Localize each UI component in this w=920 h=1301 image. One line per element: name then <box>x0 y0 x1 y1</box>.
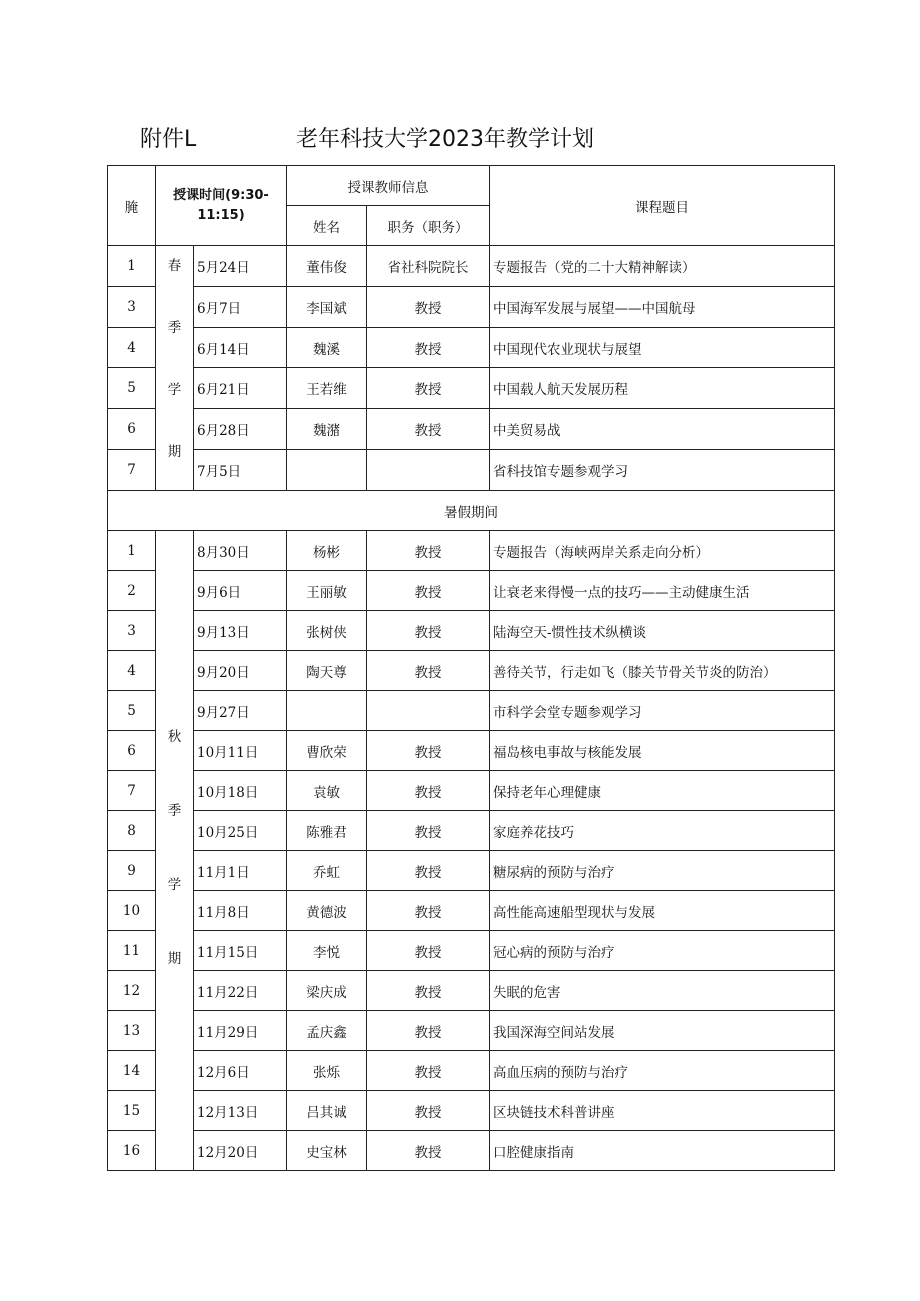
teacher-name <box>287 691 367 731</box>
header-row <box>108 166 835 206</box>
course-title: 中美贸易战 <box>490 409 835 450</box>
row-number: 5 <box>108 368 156 409</box>
teacher-name: 孟庆鑫 <box>287 1011 367 1051</box>
course-title: 善待关节，行走如飞（膝关节骨关节炎的防治） <box>490 651 835 691</box>
table-row <box>108 327 835 368</box>
lecture-date: 9月20日 <box>194 651 287 691</box>
table-row <box>108 931 835 971</box>
table-row <box>108 651 835 691</box>
teacher-position: 教授 <box>367 931 490 971</box>
row-number: 9 <box>108 851 156 891</box>
row-number: 7 <box>108 771 156 811</box>
lecture-date: 10月18日 <box>194 771 287 811</box>
table-row <box>108 450 835 491</box>
row-number: 1 <box>108 246 156 287</box>
lecture-date: 9月27日 <box>194 691 287 731</box>
row-number: 6 <box>108 731 156 771</box>
teacher-position: 教授 <box>367 891 490 931</box>
attachment-label: 附件L <box>140 127 197 152</box>
teacher-name: 王丽敏 <box>287 571 367 611</box>
teacher-name: 袁敏 <box>287 771 367 811</box>
course-title: 中国现代农业现状与展望 <box>490 327 835 368</box>
table-row <box>108 851 835 891</box>
table-row <box>108 1131 835 1171</box>
teacher-position: 教授 <box>367 531 490 571</box>
row-number: 16 <box>108 1131 156 1171</box>
row-number: 7 <box>108 450 156 491</box>
table-row <box>108 971 835 1011</box>
teacher-position: 教授 <box>367 571 490 611</box>
course-title: 中国海军发展与展望——中国航母 <box>490 286 835 327</box>
table-row <box>108 286 835 327</box>
course-title: 保持老年心理健康 <box>490 771 835 811</box>
lecture-date: 12月13日 <box>194 1091 287 1131</box>
lecture-date: 9月13日 <box>194 611 287 651</box>
row-number: 3 <box>108 286 156 327</box>
table-row <box>108 1091 835 1131</box>
row-number: 12 <box>108 971 156 1011</box>
table-row <box>108 1011 835 1051</box>
teacher-position: 教授 <box>367 368 490 409</box>
lecture-date: 11月22日 <box>194 971 287 1011</box>
teacher-name: 乔虹 <box>287 851 367 891</box>
semester-char: 期 <box>167 444 182 460</box>
table-row <box>108 1051 835 1091</box>
lecture-date: 9月6日 <box>194 571 287 611</box>
row-number: 14 <box>108 1051 156 1091</box>
teacher-name: 陈雅君 <box>287 811 367 851</box>
teacher-name: 陶天尊 <box>287 651 367 691</box>
teacher-position: 省社科院院长 <box>367 246 490 287</box>
course-title: 高血压病的预防与治疗 <box>490 1051 835 1091</box>
row-number: 13 <box>108 1011 156 1051</box>
time-header: 授课时间(9:30-11:15) <box>156 166 287 246</box>
teacher-name: 李悦 <box>287 931 367 971</box>
table-row <box>108 368 835 409</box>
table-row <box>108 771 835 811</box>
teacher-name: 杨彬 <box>287 531 367 571</box>
lecture-date: 10月11日 <box>194 731 287 771</box>
lecture-date: 10月25日 <box>194 811 287 851</box>
teacher-position: 教授 <box>367 286 490 327</box>
lecture-date: 12月6日 <box>194 1051 287 1091</box>
teacher-name: 王若维 <box>287 368 367 409</box>
teacher-position: 教授 <box>367 409 490 450</box>
teacher-info-header: 授课教师信息 <box>287 166 490 206</box>
course-title: 让衰老来得慢一点的技巧——主动健康生活 <box>490 571 835 611</box>
row-number: 8 <box>108 811 156 851</box>
course-title: 中国载人航天发展历程 <box>490 368 835 409</box>
row-number: 4 <box>108 651 156 691</box>
table-row <box>108 571 835 611</box>
teacher-position: 教授 <box>367 1091 490 1131</box>
teacher-name: 张烁 <box>287 1051 367 1091</box>
seq-header: 腌 <box>108 166 156 246</box>
teacher-name: 吕其诚 <box>287 1091 367 1131</box>
lecture-date: 11月29日 <box>194 1011 287 1051</box>
lecture-date: 6月7日 <box>194 286 287 327</box>
course-title: 高性能高速船型现状与发展 <box>490 891 835 931</box>
table-row <box>108 246 835 287</box>
lecture-date: 11月15日 <box>194 931 287 971</box>
semester-char: 春 <box>167 258 182 274</box>
lecture-date: 11月8日 <box>194 891 287 931</box>
semester-char: 期 <box>167 951 182 967</box>
lecture-date: 6月28日 <box>194 409 287 450</box>
table-row <box>108 731 835 771</box>
teacher-name: 梁庆成 <box>287 971 367 1011</box>
course-title: 市科学会堂专题参观学习 <box>490 691 835 731</box>
course-title: 失眠的危害 <box>490 971 835 1011</box>
table-row <box>108 811 835 851</box>
teacher-position: 教授 <box>367 771 490 811</box>
course-title: 专题报告（党的二十大精神解读） <box>490 246 835 287</box>
teacher-name: 史宝林 <box>287 1131 367 1171</box>
teacher-name: 张树侠 <box>287 611 367 651</box>
semester-char: 季 <box>167 803 182 819</box>
table-row <box>108 891 835 931</box>
teacher-position: 教授 <box>367 1131 490 1171</box>
semester-char: 季 <box>167 320 182 336</box>
teacher-position: 教授 <box>367 811 490 851</box>
course-title: 口腔健康指南 <box>490 1131 835 1171</box>
teacher-name: 魏溪 <box>287 327 367 368</box>
lecture-date: 12月20日 <box>194 1131 287 1171</box>
teacher-position: 教授 <box>367 651 490 691</box>
teacher-position: 教授 <box>367 611 490 651</box>
row-number: 4 <box>108 327 156 368</box>
course-header: 课程题目 <box>490 166 835 246</box>
page-title: 老年科技大学2023年教学计划 <box>296 127 594 152</box>
teacher-name: 黄德波 <box>287 891 367 931</box>
teacher-position: 教授 <box>367 731 490 771</box>
course-title: 区块链技术科普讲座 <box>490 1091 835 1131</box>
table-row <box>108 409 835 450</box>
summer-break-label: 暑假期间 <box>108 491 835 531</box>
name-header: 姓名 <box>287 206 367 246</box>
teacher-position: 教授 <box>367 327 490 368</box>
course-title: 我国深海空间站发展 <box>490 1011 835 1051</box>
teacher-name: 魏潴 <box>287 409 367 450</box>
table-row <box>108 691 835 731</box>
lecture-date: 6月21日 <box>194 368 287 409</box>
course-title: 糖尿病的预防与治疗 <box>490 851 835 891</box>
teacher-name: 李国斌 <box>287 286 367 327</box>
row-number: 15 <box>108 1091 156 1131</box>
course-title: 专题报告（海峡两岸关系走向分析） <box>490 531 835 571</box>
teacher-name: 曹欣荣 <box>287 731 367 771</box>
course-title: 陆海空天-惯性技术纵横谈 <box>490 611 835 651</box>
document-heading <box>0 122 920 158</box>
semester-char: 学 <box>167 382 182 398</box>
autumn-semester-label <box>156 531 194 1171</box>
row-number: 11 <box>108 931 156 971</box>
row-number: 3 <box>108 611 156 651</box>
course-title: 福岛核电事故与核能发展 <box>490 731 835 771</box>
teaching-plan-table <box>107 165 835 1171</box>
course-title: 冠心病的预防与治疗 <box>490 931 835 971</box>
table-row <box>108 531 835 571</box>
row-number: 2 <box>108 571 156 611</box>
row-number: 10 <box>108 891 156 931</box>
summer-break-row <box>108 491 835 531</box>
lecture-date: 11月1日 <box>194 851 287 891</box>
lecture-date: 7月5日 <box>194 450 287 491</box>
course-title: 家庭养花技巧 <box>490 811 835 851</box>
lecture-date: 8月30日 <box>194 531 287 571</box>
semester-char: 学 <box>167 877 182 893</box>
row-number: 5 <box>108 691 156 731</box>
table-row <box>108 611 835 651</box>
teacher-position: 教授 <box>367 1051 490 1091</box>
teacher-position: 教授 <box>367 1011 490 1051</box>
teacher-position: 教授 <box>367 851 490 891</box>
row-number: 1 <box>108 531 156 571</box>
teacher-name <box>287 450 367 491</box>
row-number: 6 <box>108 409 156 450</box>
teacher-position: 教授 <box>367 971 490 1011</box>
lecture-date: 6月14日 <box>194 327 287 368</box>
lecture-date: 5月24日 <box>194 246 287 287</box>
position-header: 职务（职务） <box>367 206 490 246</box>
teacher-position <box>367 450 490 491</box>
spring-semester-label <box>156 246 194 491</box>
teacher-name: 董伟俊 <box>287 246 367 287</box>
semester-char: 秋 <box>167 729 182 745</box>
course-title: 省科技馆专题参观学习 <box>490 450 835 491</box>
teacher-position <box>367 691 490 731</box>
